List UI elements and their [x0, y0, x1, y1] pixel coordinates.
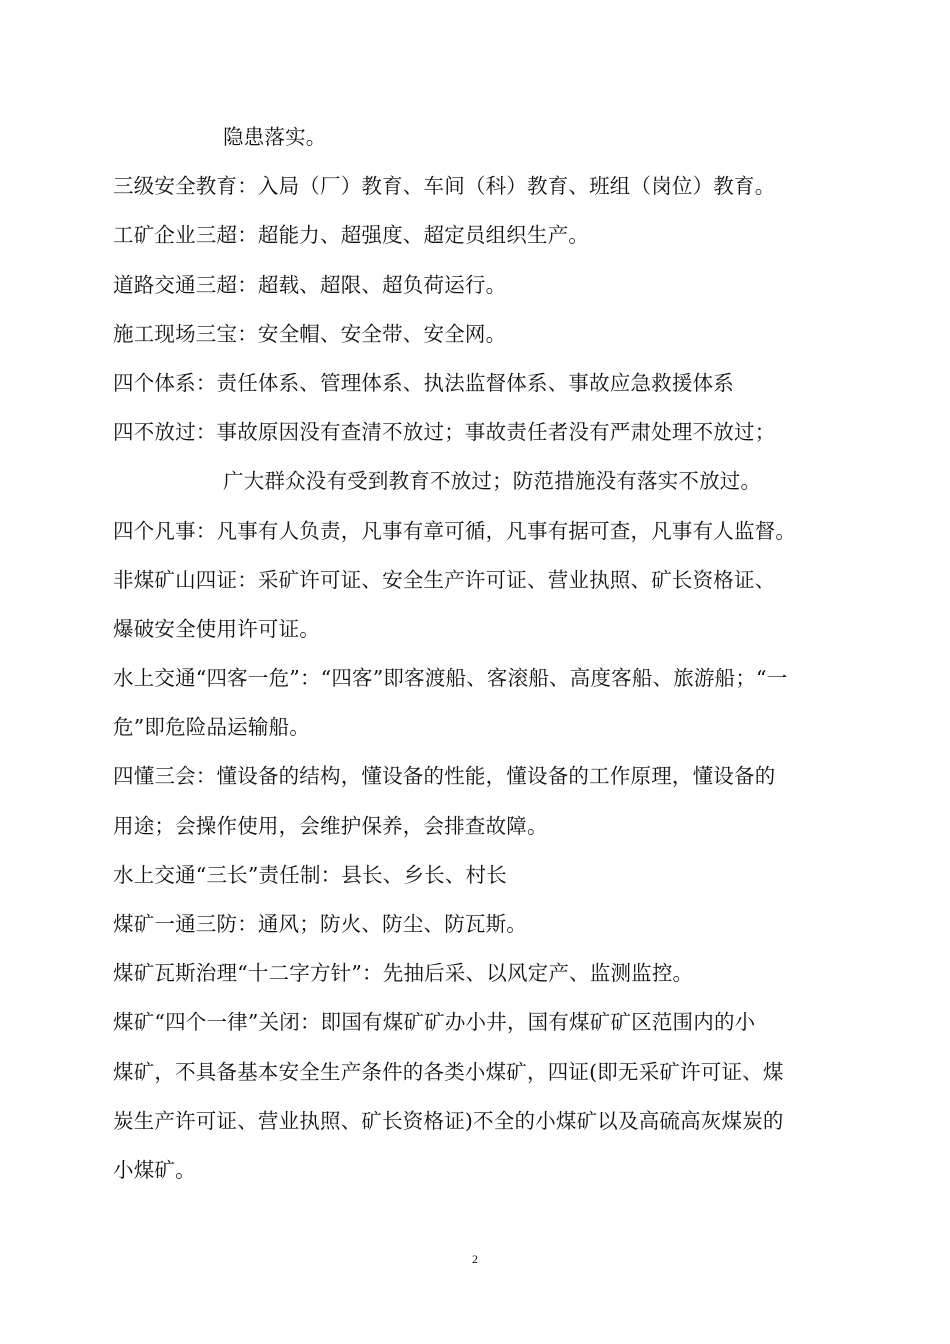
text-line: 用途；会操作使用，会维护保养，会排查故障。 [113, 813, 548, 838]
text-line: 爆破安全使用许可证。 [113, 616, 320, 641]
text-line: 工矿企业三超：超能力、超强度、超定员组织生产。 [113, 223, 590, 248]
document-body [113, 113, 843, 1195]
text-line: 道路交通三超：超载、超限、超负荷运行。 [113, 272, 507, 297]
text-line: 煤矿，不具备基本安全生产条件的各类小煤矿，四证(即无采矿许可证、煤 [113, 1059, 784, 1084]
text-line: 炭生产许可证、营业执照、矿长资格证)不全的小煤矿以及高硫高灰煤炭的 [113, 1108, 784, 1133]
text-line: 水上交通“四客一危”：“四客”即客渡船、客滚船、高度客船、旅游船；“一 [113, 666, 788, 691]
text-line: 煤矿一通三防：通风；防火、防尘、防瓦斯。 [113, 912, 527, 936]
text-line: 煤矿“四个一律”关闭：即国有煤矿矿办小井，国有煤矿矿区范围内的小 [113, 1010, 756, 1035]
text-line: 四懂三会：懂设备的结构，懂设备的性能，懂设备的工作原理，懂设备的 [113, 764, 776, 789]
page-number: 2 [472, 1252, 478, 1266]
text-line: 非煤矿山四证：采矿许可证、安全生产许可证、营业执照、矿长资格证、 [113, 567, 776, 592]
text-line: 小煤矿。 [113, 1157, 196, 1182]
text-line: 隐患落实。 [223, 125, 327, 149]
text-line: 施工现场三宝：安全帽、安全带、安全网。 [113, 321, 507, 346]
text-line: 四个凡事：凡事有人负责，凡事有章可循，凡事有据可查，凡事有人监督。 [113, 518, 797, 543]
text-line: 四不放过：事故原因没有查清不放过；事故责任者没有严肃处理不放过； [113, 420, 776, 445]
text-line: 危”即危险品运输船。 [113, 715, 310, 740]
text-line: 水上交通“三长”责任制：县长、乡长、村长 [113, 862, 507, 887]
text-line: 煤矿瓦斯治理“十二字方针”：先抽后采、以风定产、监测监控。 [113, 961, 694, 986]
text-line: 广大群众没有受到教育不放过；防范措施没有落实不放过。 [223, 469, 762, 494]
text-line: 三级安全教育：入局（厂）教育、车间（科）教育、班组（岗位）教育。 [113, 174, 776, 199]
text-line: 四个体系：责任体系、管理体系、执法监督体系、事故应急救援体系 [113, 370, 734, 395]
